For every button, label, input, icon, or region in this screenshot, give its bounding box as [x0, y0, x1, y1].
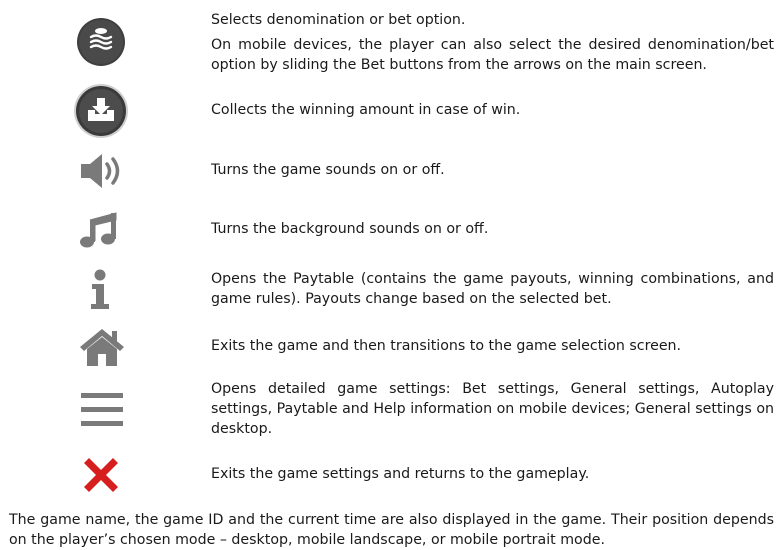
footer-note: The game name, the game ID and the current time are also displayed in the game. Their position depends on the player’s chosen mode – desktop, mobile landscape, or mobile portrait mode.: [9, 512, 774, 548]
home-icon: [78, 327, 126, 367]
speaker-icon: [79, 151, 125, 191]
info-icon: [88, 269, 112, 311]
row-coins-line1: Selects denomination or bet option.: [211, 12, 466, 28]
collect-tray-icon: [73, 83, 129, 139]
row-close-text: Exits the game settings and returns to the gameplay.: [211, 466, 590, 482]
row-sound-text: Turns the game sounds on or off.: [211, 162, 445, 178]
row-collect-text: Collects the winning amount in case of win.: [211, 102, 521, 118]
row-coins-line2: On mobile devices, the player can also select the desired denomination/bet option by sliding the Bet buttons from the arrows on the main screen.: [211, 37, 774, 73]
hamburger-menu-icon: [81, 391, 123, 429]
row-home-text: Exits the game and then transitions to the game selection screen.: [211, 338, 682, 354]
coins-stack-icon: [76, 17, 126, 67]
row-menu-text: Opens detailed game settings: Bet settings, General settings, Autoplay settings, Paytable and Help information on mobile devices; General settings on desktop.: [211, 381, 774, 437]
row-info-text: Opens the Paytable (contains the game payouts, winning combinations, and game rules). Payouts change based on the selected bet.: [211, 271, 774, 307]
music-note-icon: [79, 210, 121, 250]
row-music-text: Turns the background sounds on or off.: [211, 221, 489, 237]
close-x-icon: [80, 454, 122, 496]
